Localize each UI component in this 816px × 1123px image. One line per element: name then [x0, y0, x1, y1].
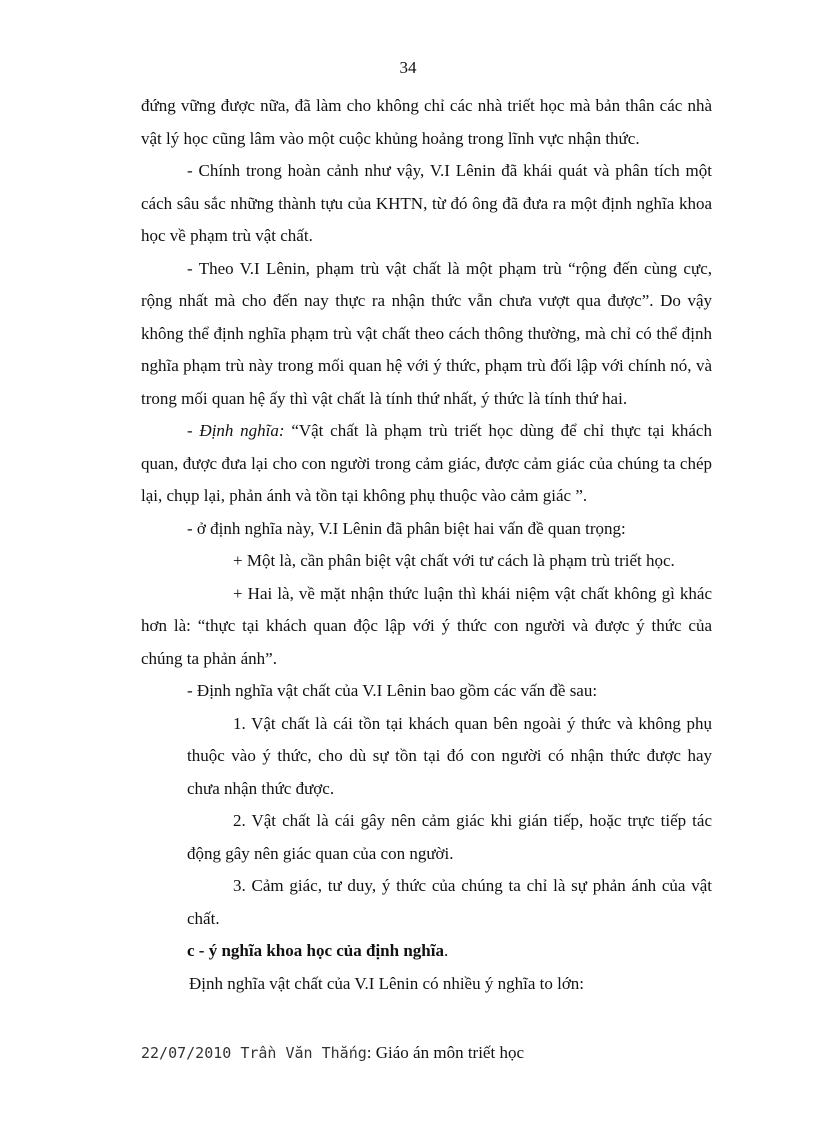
list-item: 1. Vật chất là cái tồn tại khách quan bên ngoài ý thức và không phụ thuộc vào ý thức, cho dù sự tồn tại đó con người có nhận thức được hay chưa nhận thức được.: [187, 713, 712, 798]
paragraph: - ở định nghĩa này, V.I Lênin đã phân biệt hai vấn đề quan trọng:: [187, 518, 626, 538]
definition-text: “Vật chất là phạm trù triết học dùng để chỉ thực tại khách quan, được đưa lại cho con người trong cảm giác, được cảm giác của chúng ta chép lại, chụp lại, phản ánh và tồn tại không phụ thuộc vào cảm giác ”.: [141, 421, 712, 505]
list-item: 3. Cảm giác, tư duy, ý thức của chúng ta chỉ là sự phản ánh của vật chất.: [187, 876, 712, 928]
paragraph: - Theo V.I Lênin, phạm trù vật chất là một phạm trù “rộng đến cùng cực, rộng nhất mà cho đến nay thực ra nhận thức vẫn chưa vượt qua được”. Do vậy không thể định nghĩa phạm trù vật chất theo cách thông thường, mà chỉ có thể định nghĩa phạm trù này trong mối quan hệ với ý thức, phạm trù đối lập với chính nó, và trong mối quan hệ ấy thì vật chất là tính thứ nhất, ý thức là tính thứ hai.: [141, 258, 712, 408]
body-text: [141, 90, 712, 1000]
footer-date-author: 22/07/2010 Trần Văn Thắng: [141, 1044, 367, 1062]
page-number: 34: [399, 58, 417, 77]
paragraph: - Chính trong hoàn cảnh như vậy, V.I Lênin đã khái quát và phân tích một cách sâu sắc những thành tựu của KHTN, từ đó ông đã đưa ra một định nghĩa khoa học về phạm trù vật chất.: [141, 161, 712, 245]
list-item: 2. Vật chất là cái gây nên cảm giác khi gián tiếp, hoặc trực tiếp tác động gây nên giác quan của con người.: [187, 811, 712, 863]
paragraph: - Định nghĩa vật chất của V.I Lênin bao gồm các vấn đề sau:: [187, 681, 598, 700]
definition-label: Định nghĩa:: [199, 421, 285, 440]
numbered-list: [141, 708, 712, 936]
section-heading-text: c - ý nghĩa khoa học của định nghĩa: [187, 941, 444, 960]
paragraph: + Hai là, về mặt nhận thức luận thì khái niệm vật chất không gì khác hơn là: “thực tại khách quan độc lập với ý thức con người và được ý thức của chúng ta phản ánh”.: [141, 583, 712, 668]
paragraph: đứng vững được nữa, đã làm cho không chỉ các nhà triết học mà bản thân các nhà vật lý học cũng lâm vào một cuộc khủng hoảng trong lĩnh vực nhận thức.: [141, 96, 712, 148]
section-heading: [141, 935, 712, 968]
footer: [141, 1043, 524, 1063]
paragraph: Định nghĩa vật chất của V.I Lênin có nhiều ý nghĩa to lớn:: [189, 973, 585, 993]
definition-paragraph: [141, 415, 712, 513]
definition-prefix: -: [187, 421, 200, 440]
footer-title: : Giáo án môn triết học: [366, 1043, 524, 1062]
paragraph: + Một là, cần phân biệt vật chất với tư cách là phạm trù triết học.: [233, 551, 675, 570]
section-heading-dot: .: [443, 941, 449, 960]
